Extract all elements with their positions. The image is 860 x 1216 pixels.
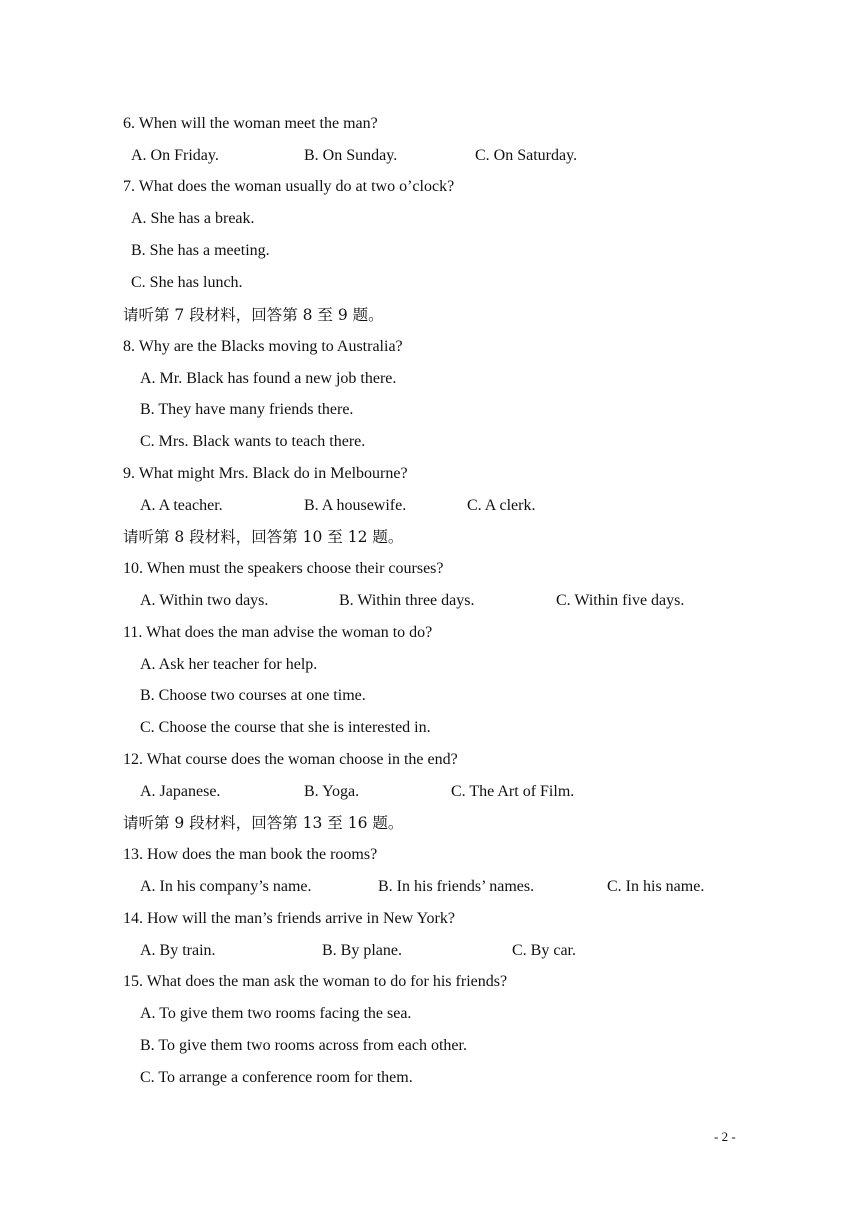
answer-option: C. A clerk. xyxy=(467,497,536,514)
section-instruction: 请听第 8 段材料，回答第 10 至 12 题。 xyxy=(123,528,404,546)
answer-option: A. Japanese. xyxy=(140,783,221,800)
answer-option: B. On Sunday. xyxy=(304,147,398,164)
question-text: 8. Why are the Blacks moving to Australia? xyxy=(123,338,403,355)
question-text: 9. What might Mrs. Black do in Melbourne? xyxy=(123,465,408,482)
section-instruction: 请听第 9 段材料，回答第 13 至 16 题。 xyxy=(123,814,404,832)
question-text: 12. What course does the woman choose in the end? xyxy=(123,751,458,768)
answer-option: B. In his friends’ names. xyxy=(378,878,535,895)
answer-option: A. Ask her teacher for help. xyxy=(140,656,318,673)
answer-option: B. By plane. xyxy=(322,942,402,959)
answer-option: C. She has lunch. xyxy=(131,274,243,291)
question-text: 10. When must the speakers choose their courses? xyxy=(123,560,444,577)
answer-option: A. To give them two rooms facing the sea. xyxy=(140,1005,412,1022)
answer-option: C. On Saturday. xyxy=(475,147,578,164)
question-text: 13. How does the man book the rooms? xyxy=(123,846,378,863)
answer-option: A. By train. xyxy=(140,942,216,959)
question-text: 14. How will the man’s friends arrive in New York? xyxy=(123,910,455,927)
answer-option: B. They have many friends there. xyxy=(140,401,354,418)
answer-option: A. Within two days. xyxy=(140,592,269,609)
answer-option: B. Yoga. xyxy=(304,783,360,800)
answer-option: C. Within five days. xyxy=(556,592,685,609)
page-number: - 2 - xyxy=(714,1129,736,1144)
question-text: 7. What does the woman usually do at two o’clock? xyxy=(123,178,455,195)
question-text: 15. What does the man ask the woman to do for his friends? xyxy=(123,973,508,990)
answer-option: C. Choose the course that she is interested in. xyxy=(140,719,431,736)
answer-option: B. To give them two rooms across from each other. xyxy=(140,1037,467,1054)
answer-option: C. By car. xyxy=(512,942,576,959)
answer-option: B. Choose two courses at one time. xyxy=(140,687,366,704)
section-instruction: 请听第 7 段材料，回答第 8 至 9 题。 xyxy=(123,306,384,324)
answer-option: A. Mr. Black has found a new job there. xyxy=(140,370,397,387)
answer-option: C. To arrange a conference room for them. xyxy=(140,1069,413,1086)
answer-option: B. She has a meeting. xyxy=(131,242,270,259)
answer-option: C. The Art of Film. xyxy=(451,783,575,800)
answer-option: A. A teacher. xyxy=(140,497,223,514)
question-text: 6. When will the woman meet the man? xyxy=(123,115,378,132)
answer-option: A. On Friday. xyxy=(131,147,219,164)
question-text: 11. What does the man advise the woman to do? xyxy=(123,624,433,641)
answer-option: B. A housewife. xyxy=(304,497,407,514)
answer-option: B. Within three days. xyxy=(339,592,475,609)
answer-option: C. Mrs. Black wants to teach there. xyxy=(140,433,366,450)
answer-option: A. She has a break. xyxy=(131,210,255,227)
answer-option: C. In his name. xyxy=(607,878,705,895)
answer-option: A. In his company’s name. xyxy=(140,878,312,895)
